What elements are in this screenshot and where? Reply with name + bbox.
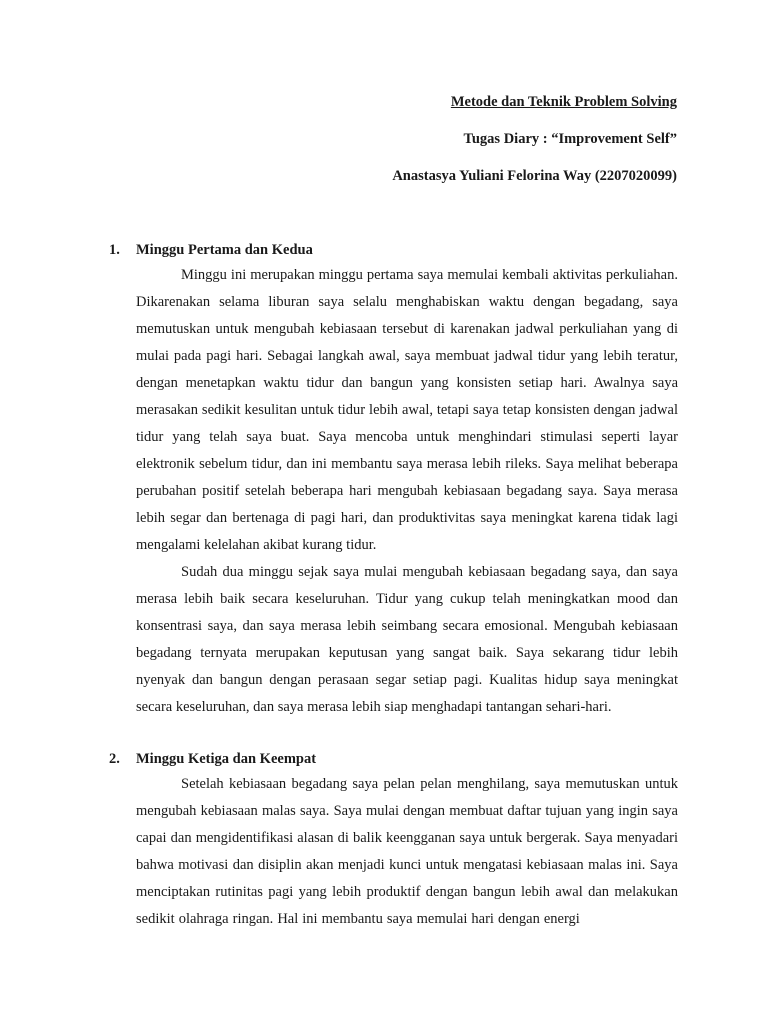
section-heading [109, 240, 678, 262]
section-title: Minggu Ketiga dan Keempat [136, 751, 317, 767]
section-heading [109, 749, 678, 771]
course-title: Metode dan Teknik Problem Solving [450, 94, 677, 110]
section-title: Minggu Pertama dan Kedua [136, 242, 313, 258]
assignment-title: Tugas Diary : “Improvement Self” [463, 131, 677, 147]
paragraph: Minggu ini merupakan minggu pertama saya memulai kembali aktivitas perkuliahan. Dikarenakan selama liburan saya selalu menghabiskan waktu dengan begadang, saya memutuskan untuk mengubah kebiasaan tersebut di karenakan jadwal perkuliahan yang di mulai pada pagi hari. Sebagai langkah awal, saya membuat jadwal tidur yang lebih teratur, dengan menetapkan waktu tidur dan bangun yang konsisten setiap hari. Awalnya saya merasakan sedikit kesulitan untuk tidur lebih awal, tetapi saya tetap konsisten dengan jadwal tidur yang telah saya buat. Saya mencoba untuk menghindari stimulasi seperti layar elektronik sebelum tidur, dan ini membantu saya merasa lebih rileks. Saya melihat beberapa perubahan positif setelah beberapa hari mengubah kebiasaan begadang saya. Saya merasa lebih segar dan bertenaga di pagi hari, dan produktivitas saya meningkat karena tidak lagi mengalami kelelahan akibat kurang tidur. [136, 267, 678, 553]
paragraph: Sudah dua minggu sejak saya mulai mengubah kebiasaan begadang saya, dan saya merasa lebih baik secara keseluruhan. Tidur yang cukup telah meningkatkan mood dan konsentrasi saya, dan saya merasa lebih seimbang secara emosional. Mengubah kebiasaan begadang ternyata merupakan keputusan yang sangat baik. Saya sekarang tidur lebih nyenyak dan bangun dengan perasaan segar setiap pagi. Kualitas hidup saya meningkat secara keseluruhan, dan saya merasa lebih siap menghadapi tantangan sehari-hari. [136, 564, 678, 715]
section-week-3-4 [109, 749, 678, 933]
document-header [392, 92, 677, 203]
section-number: 1. [109, 242, 120, 258]
section-number: 2. [109, 751, 120, 767]
section-week-1-2 [109, 240, 678, 721]
author-line: Anastasya Yuliani Felorina Way (2207020099) [392, 168, 677, 184]
paragraph: Setelah kebiasaan begadang saya pelan pelan menghilang, saya memutuskan untuk mengubah kebiasaan malas saya. Saya mulai dengan membuat daftar tujuan yang ingin saya capai dan mengidentifikasi alasan di balik keengganan saya untuk bergerak. Saya menyadari bahwa motivasi dan disiplin akan menjadi kunci untuk mengatasi kebiasaan malas ini. Saya menciptakan rutinitas pagi yang lebih produktif dengan bangun lebih awal dan melakukan sedikit olahraga ringan. Hal ini membantu saya memulai hari dengan energi [136, 776, 678, 927]
